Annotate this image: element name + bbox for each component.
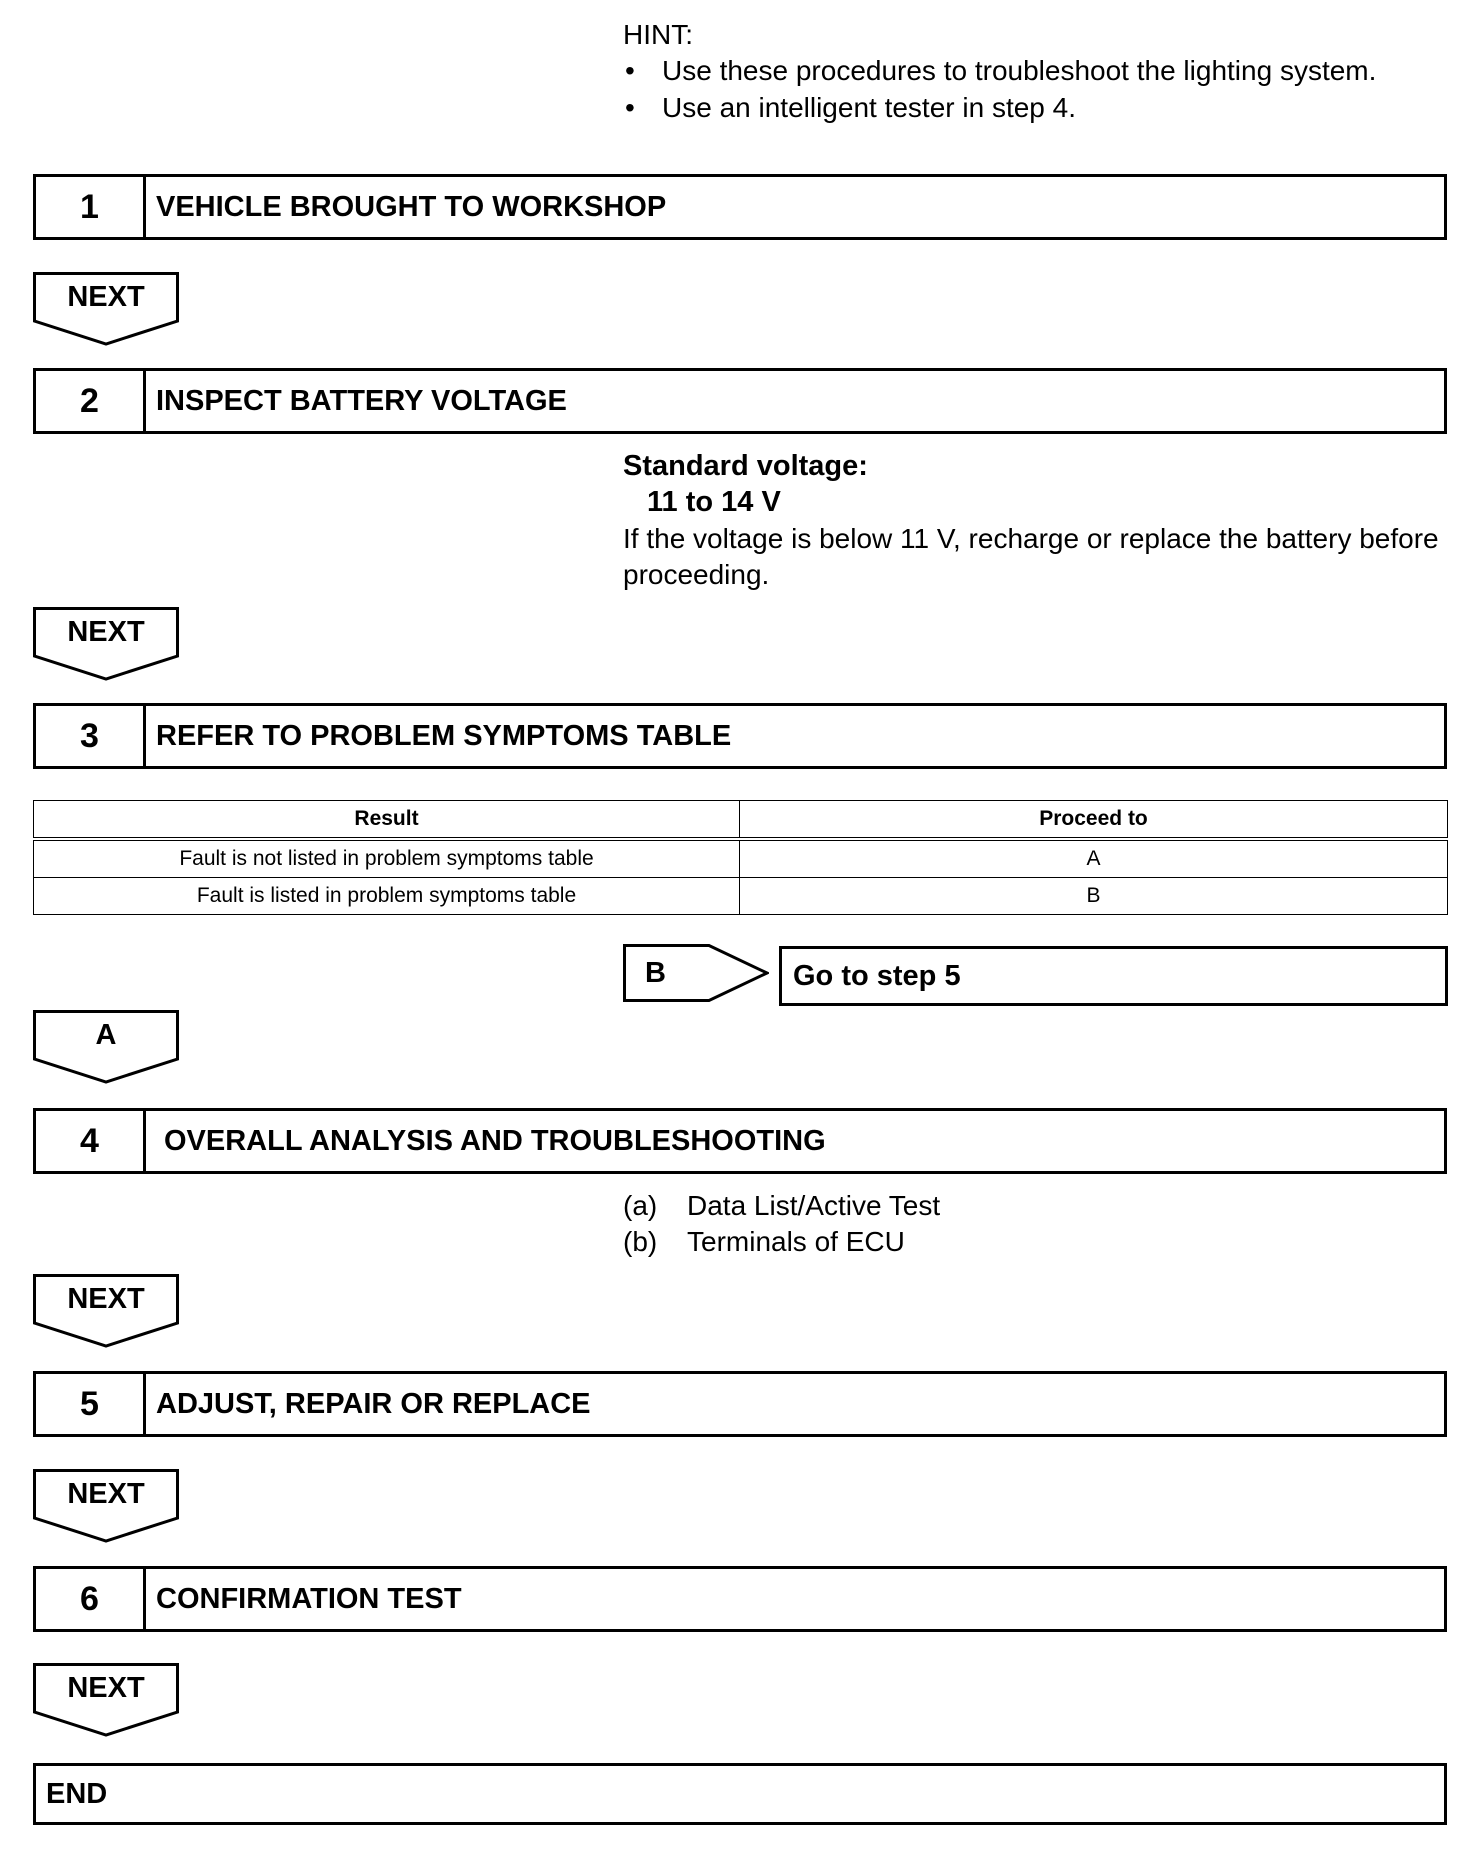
- item-marker: (b): [623, 1226, 658, 1257]
- standard-voltage-label: Standard voltage:: [623, 450, 868, 482]
- step-number: 2: [36, 371, 146, 431]
- goto-step-box: Go to step 5: [779, 946, 1448, 1006]
- step-number: 4: [36, 1111, 146, 1171]
- next-arrow: [33, 1274, 179, 1348]
- table-row: [34, 839, 1448, 878]
- end-box: END: [33, 1763, 1447, 1825]
- next-label: NEXT: [67, 1477, 145, 1510]
- hint-list: [623, 52, 1376, 126]
- step-1-box: [33, 174, 1447, 240]
- a-label: A: [95, 1018, 117, 1051]
- table-cell-result: Fault is listed in problem symptoms table: [34, 878, 740, 915]
- table-cell-proceed: B: [740, 878, 1448, 915]
- table-header-row: [34, 801, 1448, 840]
- step-title: INSPECT BATTERY VOLTAGE: [156, 384, 567, 417]
- table-cell-proceed: A: [740, 839, 1448, 878]
- next-arrow: [33, 1469, 179, 1543]
- table-header-proceed: Proceed to: [740, 801, 1448, 840]
- next-label: NEXT: [67, 1282, 145, 1315]
- step-number: 3: [36, 706, 146, 766]
- item-text: Terminals of ECU: [687, 1226, 905, 1257]
- step-number: 6: [36, 1569, 146, 1629]
- next-arrow: [33, 272, 179, 346]
- step-5-box: [33, 1371, 1447, 1437]
- step-title: OVERALL ANALYSIS AND TROUBLESHOOTING: [164, 1124, 826, 1157]
- step-2-box: [33, 368, 1447, 434]
- hint-item: • Use these procedures to troubleshoot the lighting system.: [623, 52, 1376, 89]
- step-title: ADJUST, REPAIR OR REPLACE: [156, 1387, 591, 1420]
- result-table: [33, 800, 1448, 915]
- hint-title: HINT:: [623, 19, 693, 50]
- step-number: 5: [36, 1374, 146, 1434]
- next-arrow: [33, 607, 179, 681]
- step-4-box: [33, 1108, 1447, 1174]
- table-header-result: Result: [34, 801, 740, 840]
- item-marker: (a): [623, 1190, 658, 1221]
- next-arrow: [33, 1663, 179, 1737]
- list-item: [623, 1188, 940, 1224]
- battery-note: If the voltage is below 11 V, recharge or replace the battery before proceeding.: [623, 523, 1439, 590]
- item-text: Data List/Active Test: [687, 1190, 941, 1221]
- next-label: NEXT: [67, 1671, 145, 1704]
- next-label: NEXT: [67, 280, 145, 313]
- hint-item: • Use an intelligent tester in step 4.: [623, 89, 1376, 126]
- standard-voltage-value: 11 to 14 V: [647, 486, 781, 518]
- step-4-items: [623, 1188, 940, 1260]
- next-label: NEXT: [67, 615, 145, 648]
- step-3-box: [33, 703, 1447, 769]
- b-label: B: [645, 956, 666, 989]
- a-arrow: [33, 1010, 179, 1084]
- step-title: REFER TO PROBLEM SYMPTOMS TABLE: [156, 719, 732, 752]
- table-row: [34, 878, 1448, 915]
- step-title: VEHICLE BROUGHT TO WORKSHOP: [156, 190, 667, 223]
- b-arrow: [623, 944, 769, 1002]
- step-title: CONFIRMATION TEST: [156, 1582, 462, 1615]
- step-6-box: [33, 1566, 1447, 1632]
- list-item: [623, 1224, 940, 1260]
- step-number: 1: [36, 177, 146, 237]
- table-cell-result: Fault is not listed in problem symptoms table: [34, 839, 740, 878]
